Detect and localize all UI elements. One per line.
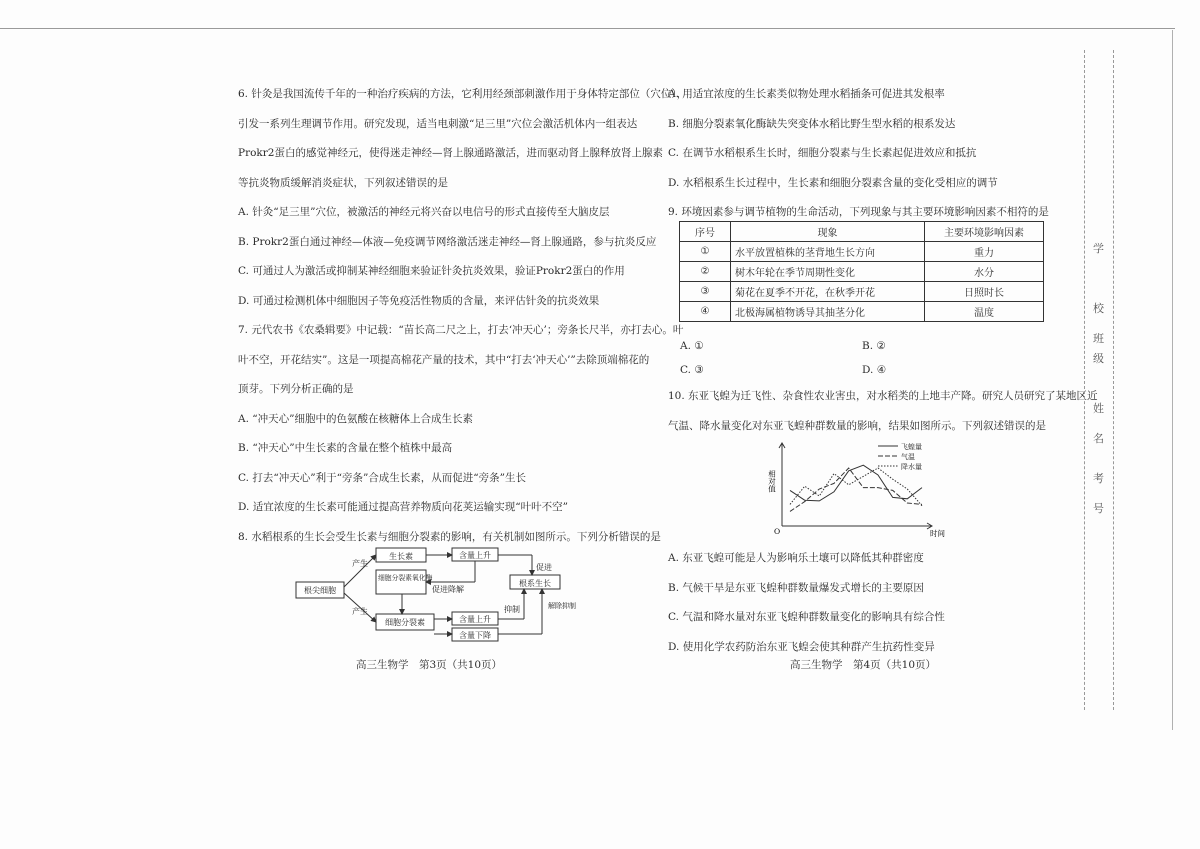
y-axis-label: 相对值	[767, 470, 777, 493]
q9-table	[679, 221, 1044, 322]
binding-label: 级	[1093, 352, 1104, 365]
table-cell: ③	[680, 282, 731, 302]
q9-option-c: C. ③	[680, 364, 704, 376]
binding-strip	[1084, 50, 1114, 710]
table-row	[680, 302, 1044, 322]
q6-stem-line: Prokr2蛋白的感觉神经元，使得迷走神经—肾上腺通路激活，进而驱动肾上腺释放肾上腺素	[238, 147, 663, 159]
q10-stem-line: 10. 东亚飞蝗为迁飞性、杂食性农业害虫，对水稻类的上地丰产降。研究人员研究了某地区近	[668, 390, 1098, 402]
q7-option-b: B. “冲天心”中生长素的含量在整个植株中最高	[238, 442, 453, 454]
label-content-down: 含量下降	[459, 631, 491, 640]
q6-option-c: C. 可通过人为激活或抑制某神经细胞来验证针灸抗炎效果，验证Prokr2蛋白的作用	[238, 265, 625, 277]
q8-option-c: C. 在调节水稻根系生长时，细胞分裂素与生长素起促进效应和抵抗	[668, 147, 977, 159]
q9-stem: 9. 环境因素参与调节植物的生命活动，下列现象与其主要环境影响因素不相符的是	[668, 206, 1049, 218]
q8-option-b: B. 细胞分裂素氧化酶缺失突变体水稻比野生型水稻的根系发达	[668, 117, 956, 130]
label-produce-top: 产生	[352, 559, 368, 568]
q6-stem-line: 等抗炎物质缓解消炎症状，下列叙述错误的是	[238, 176, 448, 189]
label-content-up-2: 含量上升	[459, 615, 491, 624]
q10-option-d: D. 使用化学农药防治东亚飞蝗会使其种群产生抗药性变异	[668, 640, 935, 653]
binding-label: 号	[1093, 502, 1104, 515]
left-page-footer: 高三生物学 第3页（共10页）	[356, 659, 503, 671]
binding-label: 考	[1093, 472, 1104, 485]
q10-series-group	[790, 465, 922, 511]
label-produce-bottom: 产生	[352, 607, 368, 616]
q8-option-a: A. 用适宜浓度的生长素类似物处理水稻插条可促进其发根率	[668, 88, 945, 100]
table-cell: 北极海属植物诱导其抽茎分化	[731, 302, 925, 322]
label-promote: 促进	[536, 563, 552, 572]
table-cell: 重力	[925, 242, 1044, 262]
page-top-edge	[0, 28, 1175, 29]
legend	[878, 442, 922, 471]
origin-label: O	[774, 527, 781, 536]
question-7	[238, 316, 684, 523]
label-root-cell: 根尖细胞	[304, 586, 336, 595]
legend-label-locust: 飞蝗量	[901, 443, 922, 451]
table-row	[680, 242, 1044, 262]
q7-option-d: D. 适宜浓度的生长素可能通过提高营养物质向花荚运输实现“叶叶不空”	[238, 501, 568, 513]
page-right-edge	[1172, 30, 1173, 730]
label-auxin: 生长素	[389, 552, 413, 561]
right-page	[668, 80, 1068, 228]
q10-option-c: C. 气温和降水量对东亚飞蝗种群数量变化的影响具有综合性	[668, 611, 945, 623]
question-6	[238, 80, 688, 316]
q6-option-b: B. Prokr2蛋白通过神经—体液—免疫调节网络激活迷走神经—肾上腺通路，参与抗炎反应	[238, 235, 657, 248]
label-root-growth: 根系生长	[519, 579, 551, 588]
q10-line-chart	[760, 440, 950, 538]
table-row	[680, 282, 1044, 302]
table-cell: 树木年轮在季节周期性变化	[731, 262, 925, 282]
q8-stem: 8. 水稻根系的生长会受生长素与细胞分裂素的影响，有关机制如图所示。下列分析错误的是	[238, 530, 661, 543]
binding-label: 校	[1093, 302, 1104, 315]
table-cell: 水平放置植株的茎背地生长方向	[731, 242, 925, 262]
legend-label-temp: 气温	[901, 453, 915, 461]
q9-option-d: D. ④	[862, 364, 887, 376]
table-cell: ②	[680, 262, 731, 282]
q7-stem-line: 叶不空，开花结实”。这是一项提高棉花产量的技术，其中“打去‘冲天心’”去除顶端棉花的	[238, 353, 650, 366]
q10-stem	[668, 382, 1098, 441]
q7-option-c: C. 打去“冲天心”利于“旁条”合成生长素，从而促进“旁条”生长	[238, 471, 527, 484]
q6-option-a: A. 针灸“足三里”穴位，被激活的神经元将兴奋以电信号的形式直接传至大脑皮层	[238, 206, 610, 218]
binding-label: 名	[1093, 432, 1104, 445]
q6-stem-line: 引发一系列生理调节作用。研究发现，适当电刺激“足三里”穴位会激活机体内一组表达	[238, 117, 638, 130]
table-header: 主要环境影响因素	[925, 222, 1044, 242]
q9-option-a: A. ①	[680, 340, 704, 352]
q7-option-a: A. “冲天心”细胞中的色氨酸在核糖体上合成生长素	[238, 412, 473, 425]
table-cell: ④	[680, 302, 731, 322]
q7-stem-line: 7. 元代农书《农桑辑要》中记载：“苗长高二尺之上，打去‘冲天心’；旁条长尺半，亦打去心。叶	[238, 324, 684, 336]
table-row	[680, 262, 1044, 282]
legend-label-rain: 降水量	[901, 463, 922, 471]
q8-mechanism-diagram	[292, 542, 602, 647]
label-inhibit: 抑制	[504, 605, 520, 614]
table-cell: 温度	[925, 302, 1044, 322]
left-page	[238, 80, 688, 552]
q8-option-d: D. 水稻根系生长过程中，生长素和细胞分裂素含量的变化受相应的调节	[668, 176, 998, 189]
x-axis-label: 时间	[930, 529, 945, 538]
binding-label: 学	[1093, 242, 1104, 255]
binding-label: 姓	[1093, 402, 1104, 415]
table-header: 序号	[680, 222, 731, 242]
right-page-footer: 高三生物学 第4页（共10页）	[790, 659, 937, 671]
table-header: 现象	[731, 222, 925, 242]
table-cell: ①	[680, 242, 731, 262]
q10-option-b: B. 气候干旱是东亚飞蝗种群数量爆发式增长的主要原因	[668, 581, 924, 594]
q6-stem-line: 6. 针灸是我国流传千年的一种治疗疾病的方法，它利用经颈部刺激作用于身体特定部位（穴位），	[238, 88, 688, 100]
table-cell: 日照时长	[925, 282, 1044, 302]
label-ck-oxidase: 细胞分裂素氧化酶	[378, 574, 433, 582]
q7-stem-line: 顶芽。下列分析正确的是	[238, 383, 354, 395]
label-ck: 细胞分裂素	[385, 618, 425, 627]
table-header-row	[680, 222, 1044, 242]
table-cell: 菊花在夏季不开花，在秋季开花	[731, 282, 925, 302]
q10-options	[668, 544, 1068, 662]
q9-option-b: B. ②	[862, 340, 886, 352]
label-content-up: 含量上升	[459, 551, 491, 560]
table-cell: 水分	[925, 262, 1044, 282]
q6-option-d: D. 可通过检测机体中细胞因子等免疫活性物质的含量，来评估针灸的抗炎效果	[238, 294, 600, 307]
label-relieve-inhibit: 解除抑制	[548, 602, 576, 610]
series-line-temperature	[790, 468, 922, 511]
q10-stem-line: 气温、降水量变化对东亚飞蝗种群数量的影响，结果如图所示。下列叙述错误的是	[668, 419, 1046, 432]
binding-label: 班	[1093, 332, 1104, 345]
label-promote-degrade: 促进降解	[432, 585, 464, 594]
q10-option-a: A. 东亚飞蝗可能是人为影响乐土壤可以降低其种群密度	[668, 552, 924, 564]
